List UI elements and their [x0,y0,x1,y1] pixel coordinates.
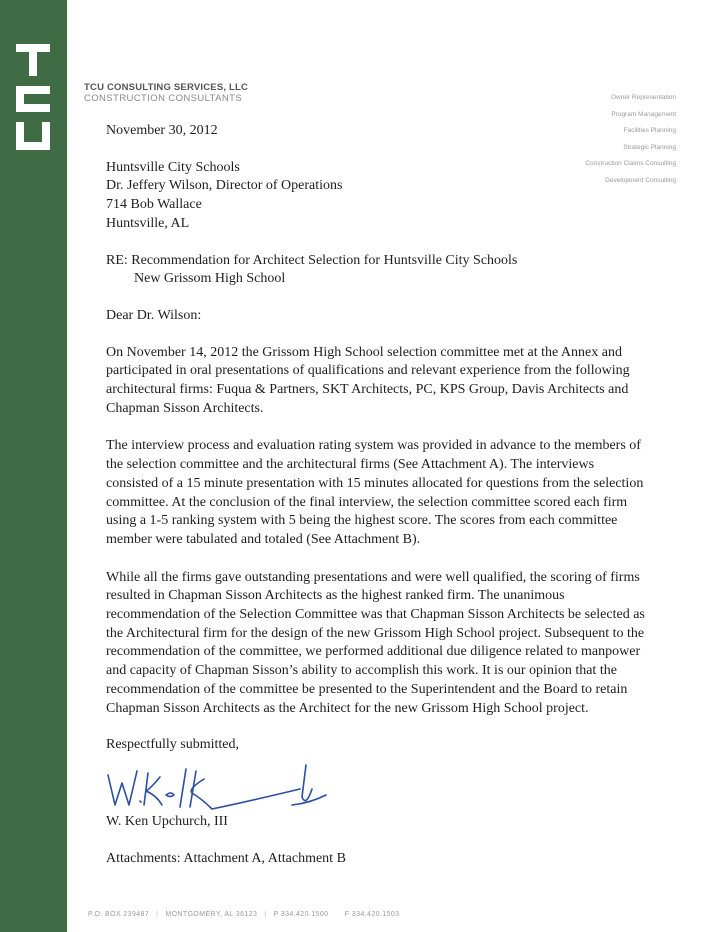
recipient-line: Dr. Jeffery Wilson, Director of Operations [106,178,343,194]
footer-separator [335,911,337,918]
re-subject: RE: Recommendation for Architect Selection for Huntsville City Schools [106,252,518,268]
recipient-line: Huntsville, AL [106,215,190,231]
re-project: New Grissom High School [134,271,286,287]
footer-po-box: P.O. BOX 239487 [88,911,150,918]
footer-city: MONTGOMERY, AL 36123 [165,911,258,918]
footer-separator: | [156,911,159,918]
service-item: Owner Representation [610,94,676,101]
signer-name: W. Ken Upchurch, III [106,813,228,829]
body-paragraph-1: On November 14, 2012 the Grissom High School selection committee met at the Annex and participated in oral presentations of qualifications and relevant experience from the following architectural firms: Fuqua & Partners, SKT Architects, PC, KPS Group, Davis Architects and Chapman Sisson Architects. [106,344,630,416]
recipient-line: 714 Bob Wallace [106,197,202,213]
footer-fax: F 334.420.1503 [344,911,400,918]
body-paragraph-2: The interview process and evaluation rating system was provided in advance to the members of the selection committee and the architectural firms (See Attachment A). The interviews consisted of a 15 minute presentation with 15 minutes allocated for questions from the selection committee. At the conclusion of the final interview, the selection committee scored each firm using a 1-5 ranking system with 5 being the highest score. The scores from each committee member were tabulated and totaled (See Attachment B). [106,438,644,547]
footer-phone: P 334.420.1500 [273,911,329,918]
letterhead-green-bar [0,0,67,932]
body-paragraph-3: While all the firms gave outstanding presentations and were well qualified, the scoring of firms resulted in Chapman Sisson Architects as the highest ranked firm. The unanimous recommendation of the Selection Committee was that Chapman Sisson Architects be selected as the Architectural firm for the design of the new Grissom High School project. Subsequent to the recommendation of the committee, we performed additional due diligence related to manpower and capacity of Chapman Sisson’s ability to accomplish this work. It is our opinion that the recommendation of the committee be presented to the Superintendent and the Board to retain Chapman Sisson Architects as the Architect for the new Grissom High School project. [106,569,645,716]
company-tagline: CONSTRUCTION CONSULTANTS [84,93,243,104]
service-item: Strategic Planning [623,143,676,151]
footer-separator: | [264,911,267,918]
recipient-address [106,159,646,234]
company-name: TCU CONSULTING SERVICES, LLC [84,82,249,93]
attachments-line: Attachments: Attachment A, Attachment B [106,850,346,866]
service-item: Facilities Planning [623,127,676,135]
tcu-logo-icon [10,42,56,158]
closing: Respectfully submitted, [106,737,239,753]
recipient-line: Huntsville City Schools [106,159,240,175]
service-item: Construction Claims Consulting [585,160,676,168]
letterhead-footer [88,911,399,918]
signature-image [106,759,646,813]
letter-body [106,122,646,868]
handwritten-signature-icon [100,759,330,813]
letter-date: November 30, 2012 [106,123,218,138]
service-item: Program Management [611,110,676,118]
re-line [106,252,646,289]
salutation: Dear Dr. Wilson: [106,307,202,323]
service-item: Development Consulting [605,176,676,184]
